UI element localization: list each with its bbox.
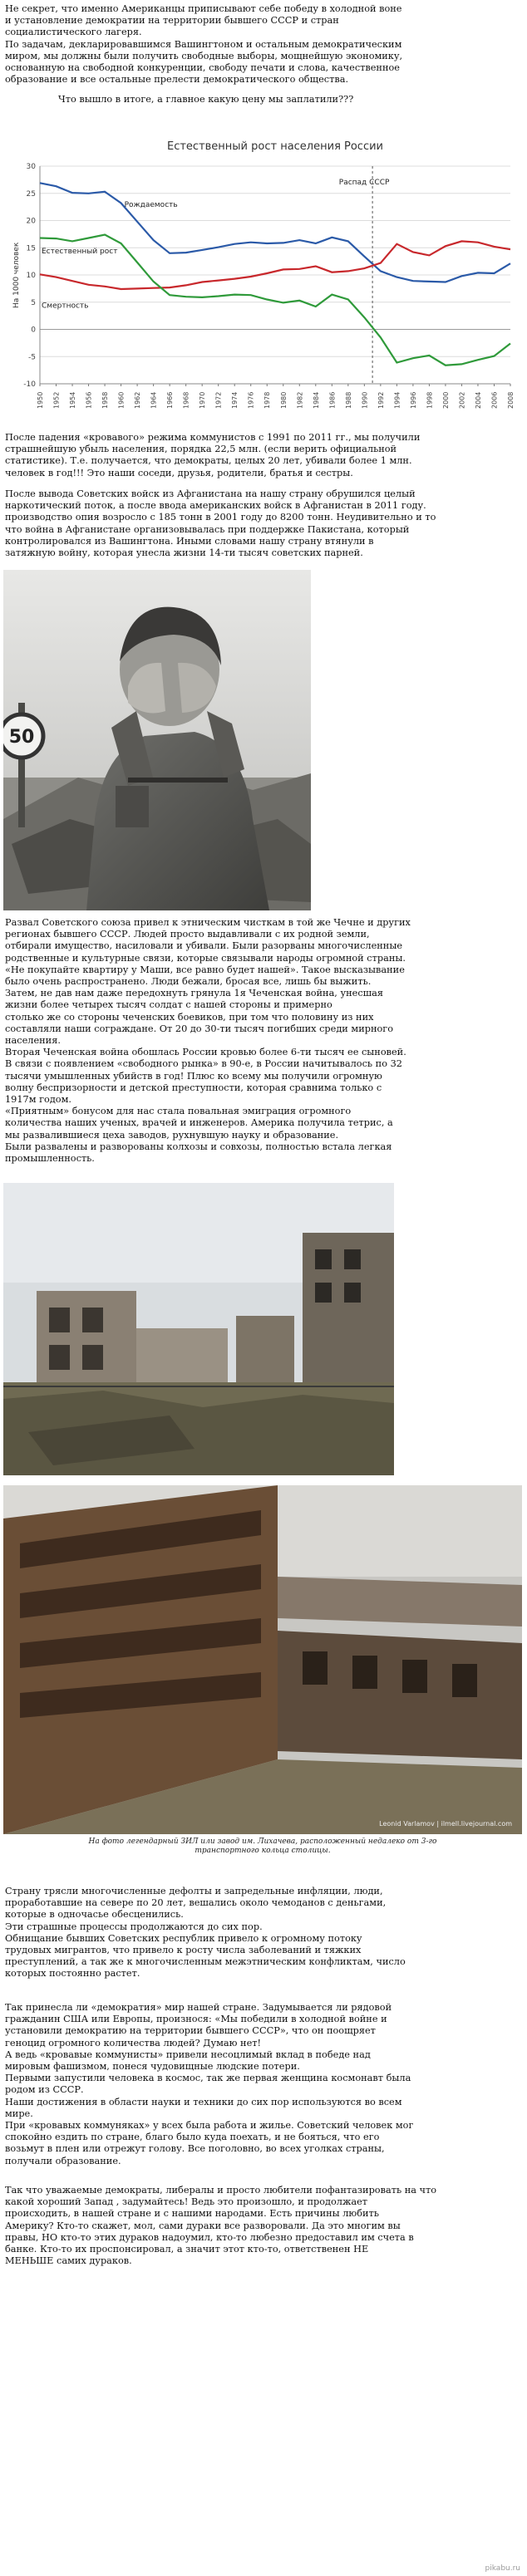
- paragraph-conclusion: [5, 2185, 520, 2267]
- paragraph-line: Развал Советского союза привел к этническим чисткам в той же Чечне и других: [5, 917, 411, 928]
- paragraph-line: статистике). Т.е. получается, что демократы, целых 20 лет, убивали более 1 млн.: [5, 455, 412, 467]
- y-axis-label: На 1000 человек: [12, 242, 21, 308]
- x-tick-label: 1994: [393, 391, 401, 409]
- intro-line: социалистического лагеря.: [5, 27, 142, 38]
- paragraph-afghanistan: [5, 488, 520, 559]
- x-tick-label: 1990: [361, 391, 369, 409]
- x-tick-label: 2000: [441, 391, 450, 409]
- paragraph-line: волну беспризорности и детской преступности, которая сравнима только с: [5, 1082, 382, 1093]
- paragraph-line: отбирали имущество, насиловали и убивали. Были разорваны многочисленные: [5, 940, 403, 952]
- paragraph-line: Первыми запустили человека в космос, так же первая женщина космонавт была: [5, 2073, 411, 2084]
- paragraph-line: составляли наши сограждане. От 20 до 30-ти тысяч погибших среди мирного: [5, 1023, 394, 1034]
- y-tick-label: 0: [31, 326, 36, 335]
- paragraph-line: родом из СССР.: [5, 2084, 84, 2096]
- x-tick-label: 1988: [344, 391, 352, 409]
- zil-image: [3, 1485, 522, 1834]
- paragraph-line: происходить, в нашей стране и с нашими народами. Есть причины любить: [5, 2208, 379, 2220]
- x-tick-label: 1952: [52, 391, 61, 409]
- x-tick-label: 1978: [264, 391, 272, 409]
- deaths-label: Смертность: [42, 302, 89, 311]
- paragraph-line: затяжную войну, которая унесла жизни 14-ти тысяч советских парней.: [5, 547, 363, 559]
- y-tick-label: 5: [31, 298, 36, 307]
- paragraph-line: что война в Афганистане организовывалась при поддержке Пакистана, который: [5, 523, 410, 535]
- paragraph-defaults: [5, 1886, 520, 1980]
- x-tick-label: 2008: [507, 391, 515, 409]
- paragraph-line: тысячи умышленных убийств в год! Плюс ко всему мы получили огромную: [5, 1070, 382, 1082]
- paragraph-line: производство опия возросло с 185 тонн в 2001 году до 8200 тонн. Неудивительно и то: [5, 512, 436, 523]
- factory-image: [3, 1183, 394, 1475]
- paragraph-line: страшнейшую убыль населения, порядка 22,5 млн. (если верить официальной: [5, 444, 397, 455]
- speed-sign-text: 50: [8, 727, 35, 748]
- paragraph-line: жизни более четырех тысяч солдат с нашей стороны и примерно: [5, 999, 332, 1011]
- births-label: Рождаемость: [124, 201, 178, 210]
- x-tick-label: 1972: [214, 391, 223, 409]
- y-tick-label: 10: [26, 272, 36, 280]
- x-tick-label: 1980: [279, 391, 288, 409]
- x-tick-label: 1956: [85, 391, 93, 409]
- paragraph-line: Наши достижения в области науки и техники до сих пор используются во всем: [5, 2096, 402, 2107]
- y-tick-label: 30: [26, 163, 36, 171]
- paragraph-line: При «кровавых коммуняках» у всех была работа и жилье. Советский человек мог: [5, 2120, 414, 2132]
- intro-line: Не секрет, что именно Американцы приписывают себе победу в холодной воне: [5, 3, 402, 14]
- paragraph-line: геноцид огромного количества людей? Думаю нет!: [5, 2037, 262, 2049]
- paragraph-line: правы, НО кто-то этих дураков надоумил, кто-то любезно предоставил им счета в: [5, 2231, 414, 2243]
- paragraph-line: гражданин США или Европы, произнося: «Мы победили в холодной войне и: [5, 2014, 387, 2025]
- x-tick-label: 1964: [150, 391, 158, 409]
- paragraph-line: Обнищание бывших Советских республик привело к огромному потоку: [5, 1932, 362, 1944]
- paragraph-line: контролировался из Вашингтона. Иными словами нашу страну втянули в: [5, 535, 374, 547]
- x-tick-label: 1998: [426, 391, 434, 409]
- zil-photo-caption: [5, 1838, 520, 1856]
- photo-credit: Leonid Varlamov | ilmell.livejournal.com: [379, 1820, 512, 1828]
- x-tick-label: 1962: [134, 391, 142, 409]
- paragraph-line: Были развалены и разворованы колхозы и совхозы, полностью встала легкая: [5, 1141, 392, 1152]
- caption-line: На фото легендарный ЗИЛ или завод им. Лихачева, расположенный недалеко от 3-го: [88, 1838, 437, 1846]
- paragraph-line: В связи с появлением «свободного рынка» в 90-е, в России начитывалось по 32: [5, 1058, 402, 1070]
- intro-line: образование и все остальные прелести демократического общества.: [5, 74, 349, 86]
- population-chart-svg: [7, 135, 520, 425]
- paragraph-line: А ведь «кровавые коммунисты» привели несоцлимый вклад в победе над: [5, 2049, 371, 2060]
- x-tick-label: 1996: [409, 391, 417, 409]
- intro-line: основанную на свободной конкуренции, свободу печати и слова, качественное: [5, 62, 400, 74]
- y-tick-label: -5: [28, 353, 36, 362]
- population-chart: [7, 135, 520, 425]
- paragraph-line: МЕНЬШЕ самих дураков.: [5, 2255, 132, 2267]
- caption-line: транспортного кольца столицы.: [195, 1847, 331, 1855]
- ruined-factory-photo: [3, 1183, 394, 1475]
- x-tick-label: 2004: [474, 391, 482, 409]
- paragraph-line: «Не покупайте квартиру у Маши, все равно будет нашей». Такое высказывание: [5, 964, 405, 975]
- paragraph-line: населения.: [5, 1035, 61, 1047]
- paragraph-line: возьмут в плен или отрежут голову. Все поголовно, во всех уголках страны,: [5, 2143, 385, 2155]
- paragraph-line: было очень распространено. Люди бежали, бросая все, лишь бы выжить.: [5, 976, 372, 988]
- paragraph-line: спокойно ездить по стране, благо было куда поехать, и не бояться, что его: [5, 2132, 380, 2143]
- x-tick-label: 1958: [101, 391, 110, 409]
- paragraph-line: проработавшие на севере по 20 лет, вешались около чемоданов с деньгами,: [5, 1897, 387, 1909]
- paragraph-line: какой хороший Запад , задумайтесь! Ведь это произошло, и продолжает: [5, 2196, 368, 2208]
- paragraph-democracy: [5, 2002, 520, 2167]
- paragraph-line: установили демократию на территории бывшего СССР», что он поощряет: [5, 2025, 376, 2037]
- ussr-collapse-label: Распад СССР: [338, 179, 390, 187]
- paragraph-population-loss: [5, 432, 520, 479]
- x-tick-label: 1974: [231, 391, 239, 409]
- paragraph-line: мировым фашизмом, понеся чудовищные людские потери.: [5, 2061, 300, 2073]
- y-tick-label: 15: [26, 244, 36, 253]
- paragraph-line: мире.: [5, 2107, 33, 2119]
- paragraph-line: получали образование.: [5, 2155, 121, 2166]
- x-tick-label: 1968: [182, 391, 190, 409]
- x-tick-label: 1950: [37, 391, 44, 409]
- paragraph-line: Так принесла ли «демократия» мир нашей стране. Задумывается ли рядовой: [5, 2002, 392, 2013]
- intro-text: [5, 3, 520, 106]
- site-watermark: pikabu.ru: [485, 2564, 520, 2573]
- paragraph-line: которые в одночасье обесценились.: [5, 1909, 184, 1921]
- paragraph-line: мы развалившиеся цеха заводов, рухнувшую науку и образование.: [5, 1129, 339, 1141]
- x-tick-label: 1986: [328, 391, 337, 409]
- paragraph-line: банке. Кто-то их проспонсировал, а значит этот кто-то, ответственен НЕ: [5, 2244, 369, 2255]
- paragraph-line: промышленность.: [5, 1153, 95, 1165]
- x-tick-label: 1992: [377, 391, 385, 409]
- y-tick-label: 20: [26, 217, 36, 226]
- paragraph-line: После вывода Советских войск из Афганистана на нашу страну обрушился целый: [5, 488, 416, 499]
- paragraph-line: Затем, не дав нам даже передохнуть грянула 1я Чеченская война, унесшая: [5, 988, 384, 999]
- paragraph-line: регионах бывшего СССР. Людей просто выдавливали с их родной земли,: [5, 929, 370, 940]
- y-tick-label: -10: [23, 380, 36, 389]
- paragraph-line: «Приятным» бонусом для нас стала повальная эмиграция огромного: [5, 1106, 352, 1117]
- intro-line: По задачам, декларировавшимся Вашингтоном и остальным демократическим: [5, 38, 402, 50]
- paragraph-line: преступлений, а так же к многочисленным межэтническим конфликтам, число: [5, 1956, 406, 1968]
- paragraph-line: 1917м годом.: [5, 1094, 71, 1106]
- paragraph-line: наркотический поток, а после ввода американских войск в Афганистан в 2011 году.: [5, 500, 426, 512]
- paragraph-line: После падения «кровавого» режима коммунистов с 1991 по 2011 гг., мы получили: [5, 432, 421, 443]
- chart-title: Естественный рост населения России: [166, 140, 384, 153]
- x-tick-label: 1984: [312, 391, 320, 409]
- x-tick-label: 1976: [247, 391, 255, 409]
- paragraph-line: Так что уважаемые демократы, либералы и просто любители пофантазировать на что: [5, 2185, 437, 2196]
- paragraph-line: Эти страшные процессы продолжаются до сих пор.: [5, 1921, 263, 1932]
- x-tick-label: 1960: [117, 391, 126, 409]
- zil-factory-photo: [3, 1485, 522, 1834]
- x-tick-label: 1982: [296, 391, 304, 409]
- paragraph-chechnya: [5, 917, 520, 1165]
- x-tick-label: 2006: [490, 391, 499, 409]
- paragraph-line: родственные и культурные связи, которые связывали народы огромной страны.: [5, 952, 406, 964]
- soldier-photo: [3, 570, 311, 910]
- paragraph-line: которых постоянно растет.: [5, 1968, 140, 1980]
- soldier-image: [3, 570, 311, 910]
- intro-question: Что вышло в итоге, а главное какую цену мы заплатили???: [58, 94, 354, 105]
- intro-line: миром, мы должны были получить свободные выборы, мощнейшую экономику,: [5, 50, 403, 61]
- paragraph-line: столько же со стороны чеченских боевиков, при том что половину из них: [5, 1011, 374, 1023]
- x-tick-label: 1970: [199, 391, 207, 409]
- intro-line: и установление демократии на территории бывшего СССР и стран: [5, 15, 339, 27]
- series-line: [40, 183, 510, 282]
- paragraph-line: человек в год!!! Это наши соседи, друзья, родители, братья и сестры.: [5, 467, 353, 478]
- paragraph-line: трудовых мигрантов, что привело к росту числа заболеваний и тяжких: [5, 1945, 362, 1956]
- paragraph-line: Вторая Чеченская война обошлась России кровью более 6-ти тысяч ее сыновей.: [5, 1047, 406, 1058]
- paragraph-line: Страну трясли многочисленные дефолты и запредельные инфляции, люди,: [5, 1886, 383, 1896]
- natural-growth-label: Естественный рост: [42, 247, 118, 256]
- x-tick-label: 1954: [69, 391, 77, 409]
- x-tick-label: 2002: [458, 391, 466, 409]
- paragraph-line: количества наших ученых, врачей и инженеров. Америка получила тетрис, а: [5, 1117, 393, 1129]
- x-tick-label: 1966: [166, 391, 175, 409]
- paragraph-line: Америку? Кто-то скажет, мол, сами дураки все разворовали. Да это многим вы: [5, 2220, 401, 2231]
- y-tick-label: 25: [26, 189, 36, 199]
